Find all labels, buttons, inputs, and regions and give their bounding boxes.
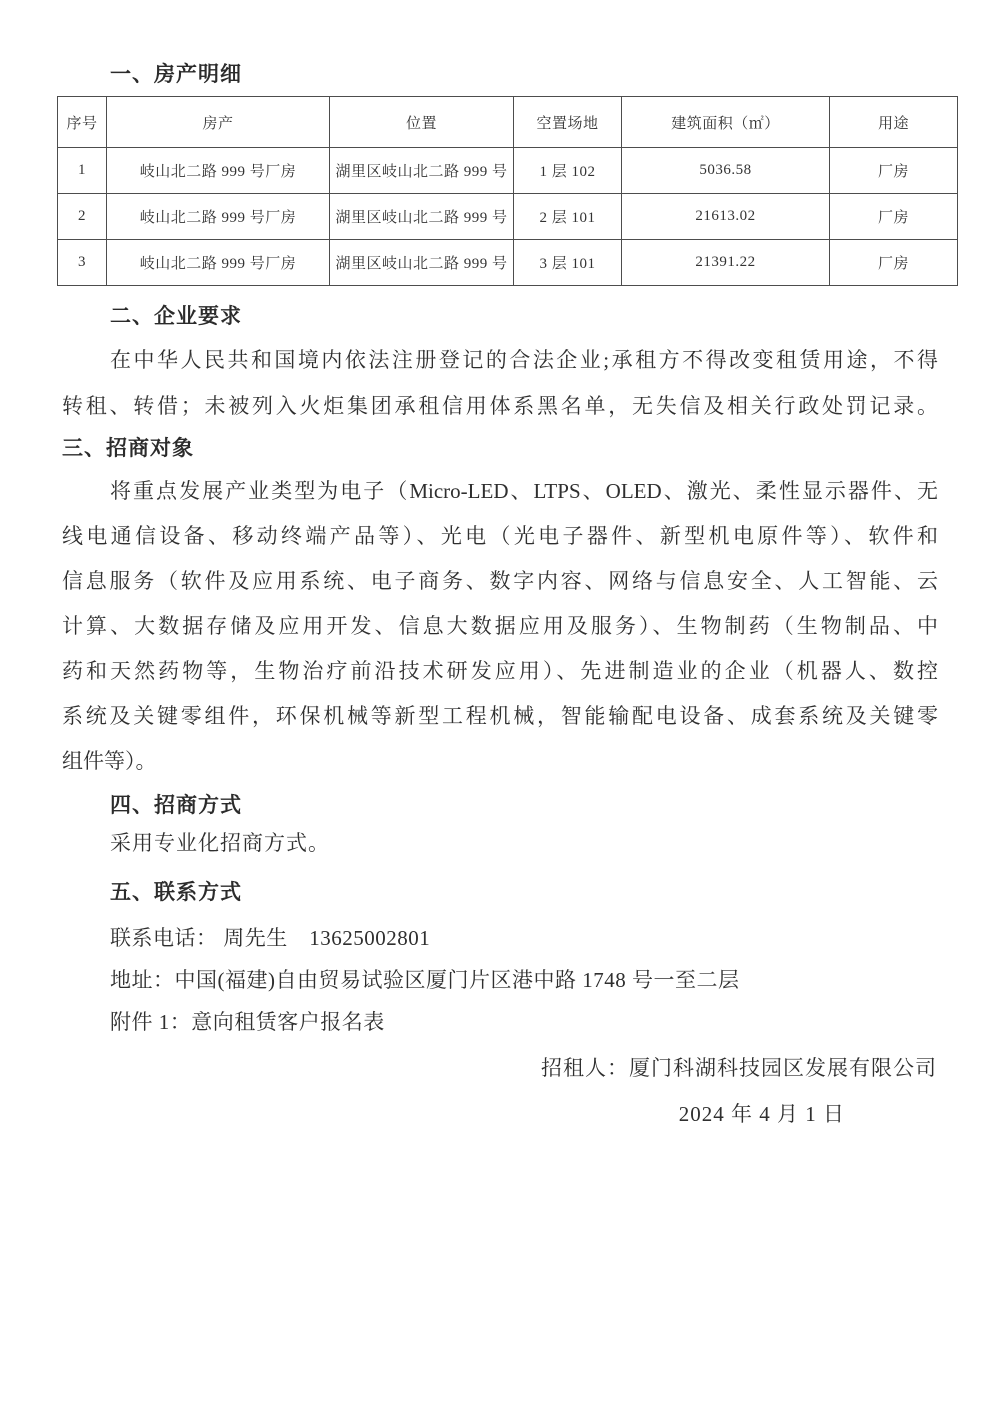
col-header-location: 位置	[330, 97, 514, 148]
section4-heading: 四、招商方式	[110, 793, 242, 817]
cell-use: 厂房	[830, 194, 958, 240]
cell-area: 21391.22	[622, 240, 830, 286]
paragraph-line: 将重点发展产业类型为电子（Micro-LED、LTPS、OLED、激光、柔性显示器件、无	[110, 479, 938, 503]
signature-date-line: 2024 年 4 月 1 日	[678, 1102, 845, 1126]
section1-heading: 一、房产明细	[110, 62, 242, 86]
cell-location: 湖里区岐山北二路 999 号	[330, 148, 514, 194]
contact-phone-line: 联系电话： 周先生 13625002801	[110, 926, 431, 950]
cell-vacancy: 1 层 102	[514, 148, 622, 194]
paragraph-line: 计算、大数据存储及应用开发、信息大数据应用及服务）、生物制药（生物制品、中	[62, 614, 938, 638]
section3-paragraph	[62, 469, 938, 784]
cell-use: 厂房	[830, 148, 958, 194]
paragraph-line: 系统及关键零组件，环保机械等新型工程机械，智能输配电设备、成套系统及关键零	[62, 704, 938, 728]
paragraph-line: 转租、转借；未被列入火炬集团承租信用体系黑名单，无失信及相关行政处罚记录。	[62, 394, 938, 418]
section2-heading: 二、企业要求	[110, 304, 242, 328]
paragraph-line: 药和天然药物等，生物治疗前沿技术研发应用）、先进制造业的企业（机器人、数控	[62, 659, 938, 683]
col-header-property: 房产	[107, 97, 330, 148]
property-table	[57, 96, 958, 286]
col-header-area: 建筑面积（㎡）	[622, 97, 830, 148]
cell-area: 5036.58	[622, 148, 830, 194]
attachment-line: 附件 1：意向租赁客户报名表	[110, 1010, 385, 1034]
paragraph-line: 线电通信设备、移动终端产品等）、光电（光电子器件、新型机电原件等）、软件和	[62, 524, 938, 548]
section3-heading: 三、招商对象	[62, 436, 194, 460]
col-header-vacancy: 空置场地	[514, 97, 622, 148]
paragraph-line: 组件等）。	[62, 749, 157, 773]
cell-property: 岐山北二路 999 号厂房	[107, 148, 330, 194]
cell-location: 湖里区岐山北二路 999 号	[330, 194, 514, 240]
lessor-signature-line: 招租人：厦门科湖科技园区发展有限公司	[541, 1056, 937, 1080]
paragraph-line: 信息服务（软件及应用系统、电子商务、数字内容、网络与信息安全、人工智能、云	[62, 569, 938, 593]
document-content	[57, 60, 957, 1129]
cell-no: 1	[58, 148, 107, 194]
table-header-row	[58, 97, 958, 148]
section4-body: 采用专业化招商方式。	[110, 831, 330, 855]
paragraph-line: 在中华人民共和国境内依法注册登记的合法企业;承租方不得改变租赁用途，不得	[110, 348, 938, 372]
section2-paragraph	[62, 337, 938, 429]
cell-vacancy: 2 层 101	[514, 194, 622, 240]
contact-address-line: 地址：中国(福建)自由贸易试验区厦门片区港中路 1748 号一至二层	[110, 968, 740, 992]
section5-heading: 五、联系方式	[110, 880, 242, 904]
cell-area: 21613.02	[622, 194, 830, 240]
col-header-use: 用途	[830, 97, 958, 148]
cell-location: 湖里区岐山北二路 999 号	[330, 240, 514, 286]
table-row	[58, 194, 958, 240]
cell-use: 厂房	[830, 240, 958, 286]
cell-no: 2	[58, 194, 107, 240]
col-header-no: 序号	[58, 97, 107, 148]
cell-property: 岐山北二路 999 号厂房	[107, 194, 330, 240]
table-row	[58, 240, 958, 286]
table-row	[58, 148, 958, 194]
cell-vacancy: 3 层 101	[514, 240, 622, 286]
cell-no: 3	[58, 240, 107, 286]
cell-property: 岐山北二路 999 号厂房	[107, 240, 330, 286]
